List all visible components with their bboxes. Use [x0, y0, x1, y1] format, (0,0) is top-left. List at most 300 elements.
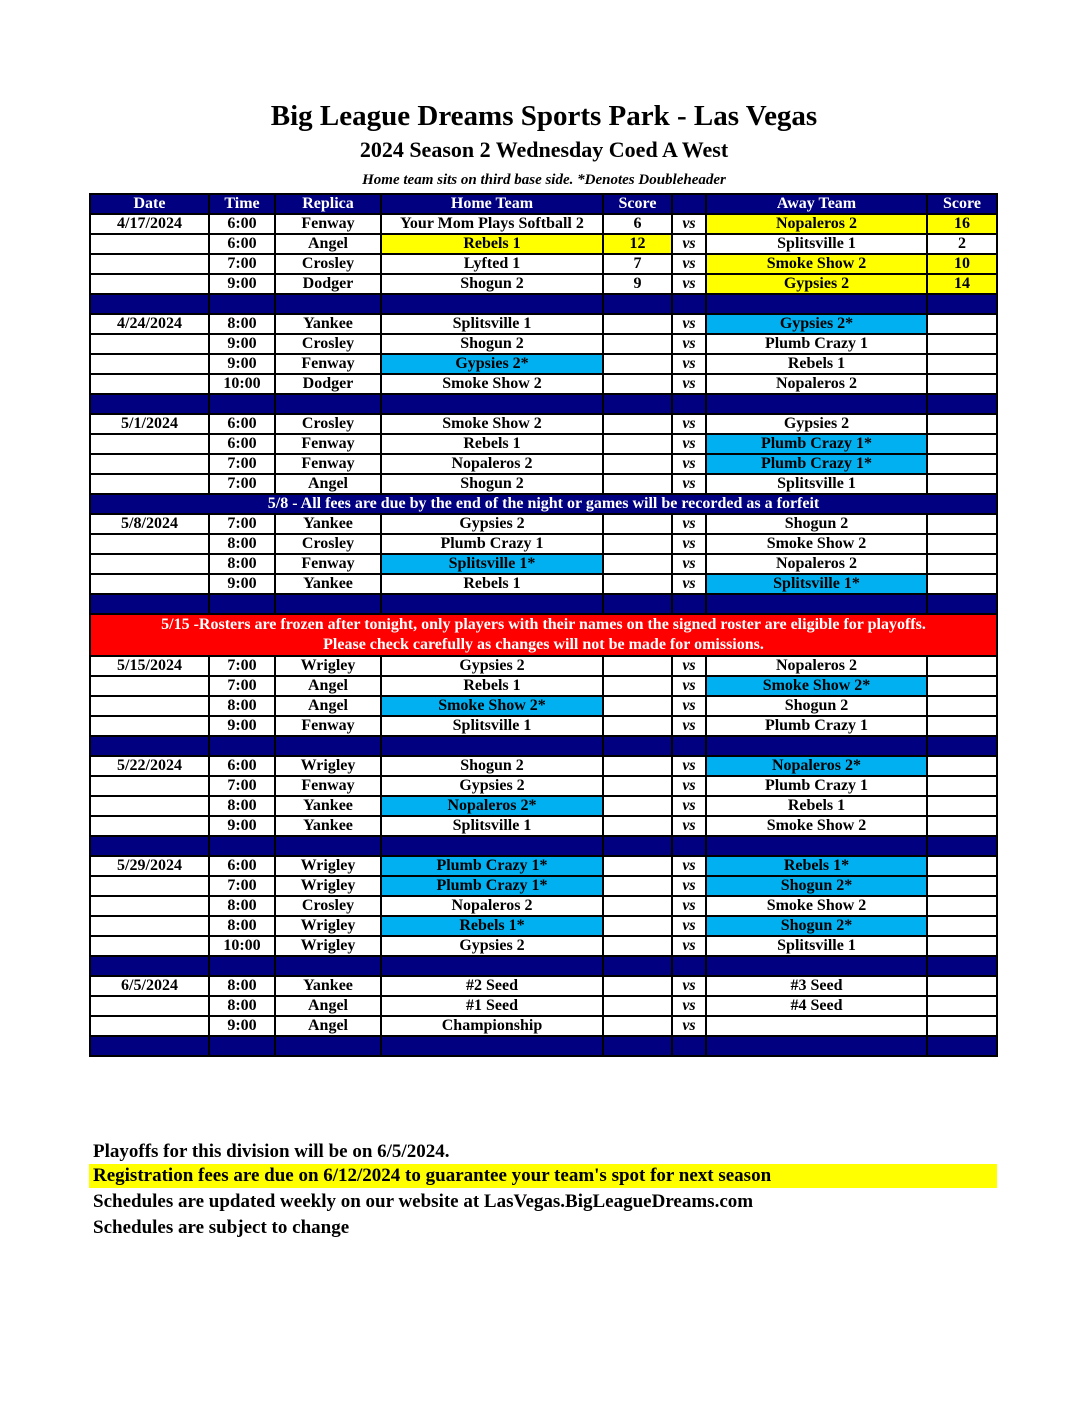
game-row: [90, 554, 997, 574]
home-score: [603, 354, 672, 374]
game-replica: Wrigley: [275, 876, 381, 896]
game-time: 7:00: [209, 514, 275, 534]
col-header-vs: [672, 194, 706, 214]
game-time: 9:00: [209, 1016, 275, 1036]
game-replica: Fenway: [275, 214, 381, 234]
home-score: [603, 534, 672, 554]
home-score: [603, 916, 672, 936]
game-row: [90, 1016, 997, 1036]
away-score: [927, 876, 997, 896]
separator-cell: [672, 836, 706, 856]
home-score: [603, 474, 672, 494]
away-team: Gypsies 2: [706, 414, 927, 434]
away-score: [927, 574, 997, 594]
separator-cell: [90, 836, 209, 856]
separator-cell: [927, 594, 997, 614]
separator-cell: [209, 394, 275, 414]
footer-registration: Registration fees are due on 6/12/2024 to guarantee your team's spot for next season: [89, 1164, 997, 1188]
game-time: 8:00: [209, 996, 275, 1016]
away-score: [927, 916, 997, 936]
game-date: [90, 1016, 209, 1036]
home-team: Your Mom Plays Softball 2: [381, 214, 603, 234]
away-team: Shogun 2: [706, 514, 927, 534]
game-replica: Crosley: [275, 334, 381, 354]
away-team: Nopaleros 2*: [706, 756, 927, 776]
home-score: [603, 656, 672, 676]
home-team: Gypsies 2: [381, 936, 603, 956]
away-score: [927, 354, 997, 374]
vs-label: vs: [672, 554, 706, 574]
col-header-home-score: Score: [603, 194, 672, 214]
schedule-table: [89, 193, 998, 1057]
away-team: Plumb Crazy 1*: [706, 434, 927, 454]
separator-cell: [381, 294, 603, 314]
separator-cell: [927, 1036, 997, 1056]
separator-cell: [706, 294, 927, 314]
game-row: [90, 696, 997, 716]
away-score: [927, 454, 997, 474]
separator-cell: [927, 294, 997, 314]
game-time: 10:00: [209, 936, 275, 956]
home-team: Championship: [381, 1016, 603, 1036]
game-replica: Dodger: [275, 374, 381, 394]
game-time: 9:00: [209, 716, 275, 736]
game-time: 6:00: [209, 756, 275, 776]
vs-label: vs: [672, 976, 706, 996]
game-date: 6/5/2024: [90, 976, 209, 996]
vs-label: vs: [672, 716, 706, 736]
home-team: Splitsville 1: [381, 716, 603, 736]
home-team: Lyfted 1: [381, 254, 603, 274]
separator-cell: [90, 736, 209, 756]
game-replica: Fenway: [275, 776, 381, 796]
vs-label: vs: [672, 534, 706, 554]
game-replica: Crosley: [275, 254, 381, 274]
week-separator: [90, 1036, 997, 1056]
game-time: 7:00: [209, 676, 275, 696]
home-score: [603, 434, 672, 454]
away-score: [927, 1016, 997, 1036]
game-replica: Angel: [275, 676, 381, 696]
home-team: Nopaleros 2*: [381, 796, 603, 816]
away-team: Plumb Crazy 1*: [706, 454, 927, 474]
week-separator: [90, 736, 997, 756]
home-team: Nopaleros 2: [381, 454, 603, 474]
game-time: 7:00: [209, 656, 275, 676]
game-date: 4/24/2024: [90, 314, 209, 334]
away-score: [927, 796, 997, 816]
away-score: [927, 314, 997, 334]
game-date: [90, 434, 209, 454]
game-date: [90, 374, 209, 394]
home-team: Shogun 2: [381, 756, 603, 776]
game-row: [90, 214, 997, 234]
vs-label: vs: [672, 936, 706, 956]
game-date: [90, 916, 209, 936]
home-score: [603, 756, 672, 776]
away-score: [927, 554, 997, 574]
home-score: [603, 856, 672, 876]
away-team: Smoke Show 2: [706, 816, 927, 836]
game-replica: Wrigley: [275, 916, 381, 936]
game-replica: Yankee: [275, 976, 381, 996]
vs-label: vs: [672, 374, 706, 394]
home-score: [603, 1016, 672, 1036]
home-score: [603, 554, 672, 574]
separator-cell: [672, 294, 706, 314]
home-score: [603, 996, 672, 1016]
game-time: 7:00: [209, 876, 275, 896]
separator-cell: [706, 594, 927, 614]
game-replica: Crosley: [275, 896, 381, 916]
game-date: [90, 234, 209, 254]
vs-label: vs: [672, 274, 706, 294]
home-score: [603, 896, 672, 916]
separator-cell: [275, 956, 381, 976]
game-row: [90, 354, 997, 374]
separator-cell: [90, 956, 209, 976]
game-row: [90, 916, 997, 936]
vs-label: vs: [672, 696, 706, 716]
separator-cell: [672, 956, 706, 976]
game-date: 5/29/2024: [90, 856, 209, 876]
away-team: Splitsville 1: [706, 234, 927, 254]
away-score: [927, 534, 997, 554]
game-replica: Fenway: [275, 554, 381, 574]
game-replica: Fenway: [275, 354, 381, 374]
home-team: Splitsville 1*: [381, 554, 603, 574]
page-title: Big League Dreams Sports Park - Las Vegas: [270, 100, 818, 132]
col-header-away-score: Score: [927, 194, 997, 214]
game-time: 6:00: [209, 234, 275, 254]
separator-cell: [706, 836, 927, 856]
game-replica: Angel: [275, 1016, 381, 1036]
away-team: [706, 1016, 927, 1036]
separator-cell: [209, 294, 275, 314]
game-date: [90, 876, 209, 896]
vs-label: vs: [672, 656, 706, 676]
col-header-replica: Replica: [275, 194, 381, 214]
game-time: 7:00: [209, 474, 275, 494]
game-replica: Fenway: [275, 454, 381, 474]
separator-cell: [381, 594, 603, 614]
game-replica: Dodger: [275, 274, 381, 294]
home-score: [603, 816, 672, 836]
home-score: [603, 374, 672, 394]
vs-label: vs: [672, 434, 706, 454]
game-replica: Angel: [275, 696, 381, 716]
separator-cell: [706, 956, 927, 976]
home-team: Rebels 1: [381, 676, 603, 696]
game-row: [90, 876, 997, 896]
game-replica: Angel: [275, 234, 381, 254]
game-row: [90, 434, 997, 454]
game-row: [90, 474, 997, 494]
vs-label: vs: [672, 676, 706, 696]
away-team: Rebels 1*: [706, 856, 927, 876]
game-replica: Yankee: [275, 574, 381, 594]
vs-label: vs: [672, 454, 706, 474]
home-team: Rebels 1: [381, 234, 603, 254]
home-team: #1 Seed: [381, 996, 603, 1016]
game-replica: Wrigley: [275, 856, 381, 876]
home-team: Plumb Crazy 1*: [381, 856, 603, 876]
page-subtitle: 2024 Season 2 Wednesday Coed A West: [359, 137, 729, 162]
separator-cell: [381, 736, 603, 756]
game-date: [90, 334, 209, 354]
home-team: Nopaleros 2: [381, 896, 603, 916]
col-header-date: Date: [90, 194, 209, 214]
separator-cell: [603, 594, 672, 614]
separator-cell: [209, 956, 275, 976]
game-replica: Yankee: [275, 816, 381, 836]
home-score: [603, 334, 672, 354]
separator-cell: [275, 594, 381, 614]
home-team: #2 Seed: [381, 976, 603, 996]
home-team: Splitsville 1: [381, 816, 603, 836]
away-score: [927, 656, 997, 676]
vs-label: vs: [672, 314, 706, 334]
game-time: 8:00: [209, 976, 275, 996]
vs-label: vs: [672, 876, 706, 896]
game-row: [90, 574, 997, 594]
away-team: Plumb Crazy 1: [706, 334, 927, 354]
away-score: [927, 716, 997, 736]
table-header-row: [90, 194, 997, 214]
home-score: [603, 776, 672, 796]
game-replica: Fenway: [275, 434, 381, 454]
game-date: [90, 534, 209, 554]
game-row: [90, 856, 997, 876]
home-score: 9: [603, 274, 672, 294]
game-row: [90, 796, 997, 816]
separator-cell: [672, 394, 706, 414]
roster-alert: [90, 614, 997, 656]
away-score: [927, 374, 997, 394]
game-date: 5/15/2024: [90, 656, 209, 676]
home-score: [603, 314, 672, 334]
roster-alert-row: [90, 614, 997, 656]
separator-cell: [603, 1036, 672, 1056]
game-date: 5/1/2024: [90, 414, 209, 434]
game-time: 7:00: [209, 254, 275, 274]
col-header-away-team: Away Team: [706, 194, 927, 214]
vs-label: vs: [672, 916, 706, 936]
away-score: [927, 816, 997, 836]
game-time: 9:00: [209, 334, 275, 354]
away-team: Gypsies 2*: [706, 314, 927, 334]
separator-cell: [381, 1036, 603, 1056]
game-time: 10:00: [209, 374, 275, 394]
week-separator: [90, 594, 997, 614]
away-score: [927, 976, 997, 996]
away-score: 14: [927, 274, 997, 294]
away-team: Plumb Crazy 1: [706, 776, 927, 796]
away-team: Splitsville 1: [706, 474, 927, 494]
vs-label: vs: [672, 756, 706, 776]
home-team: Rebels 1: [381, 574, 603, 594]
vs-label: vs: [672, 474, 706, 494]
roster-alert-line1: 5/15 -Rosters are frozen after tonight, only players with their names on the signed roster are eligible for playoffs.: [161, 616, 926, 633]
game-row: [90, 374, 997, 394]
away-score: [927, 414, 997, 434]
vs-label: vs: [672, 214, 706, 234]
vs-label: vs: [672, 816, 706, 836]
game-replica: Crosley: [275, 414, 381, 434]
home-team: Gypsies 2*: [381, 354, 603, 374]
away-team: Rebels 1: [706, 796, 927, 816]
game-time: 8:00: [209, 696, 275, 716]
schedule-body: [90, 194, 997, 1056]
game-date: 5/8/2024: [90, 514, 209, 534]
vs-label: vs: [672, 414, 706, 434]
game-date: [90, 254, 209, 274]
vs-label: vs: [672, 334, 706, 354]
separator-cell: [90, 1036, 209, 1056]
game-time: 8:00: [209, 896, 275, 916]
separator-cell: [90, 394, 209, 414]
separator-cell: [275, 836, 381, 856]
game-time: 8:00: [209, 314, 275, 334]
separator-cell: [603, 394, 672, 414]
notice-text: 5/8 - All fees are due by the end of the night or games will be recorded as a forfeit: [90, 494, 997, 514]
game-row: [90, 816, 997, 836]
vs-label: vs: [672, 796, 706, 816]
week-separator: [90, 394, 997, 414]
game-date: 5/22/2024: [90, 756, 209, 776]
game-time: 9:00: [209, 274, 275, 294]
home-score: [603, 936, 672, 956]
away-score: [927, 936, 997, 956]
away-team: Plumb Crazy 1: [706, 716, 927, 736]
home-team: Smoke Show 2*: [381, 696, 603, 716]
away-team: Smoke Show 2*: [706, 676, 927, 696]
game-row: [90, 274, 997, 294]
game-row: [90, 996, 997, 1016]
col-header-home-team: Home Team: [381, 194, 603, 214]
game-replica: Yankee: [275, 514, 381, 534]
separator-cell: [209, 736, 275, 756]
away-team: Smoke Show 2: [706, 896, 927, 916]
away-score: 16: [927, 214, 997, 234]
game-row: [90, 334, 997, 354]
separator-cell: [275, 1036, 381, 1056]
game-row: [90, 676, 997, 696]
away-team: Shogun 2*: [706, 876, 927, 896]
separator-cell: [381, 836, 603, 856]
game-row: [90, 656, 997, 676]
week-separator: [90, 836, 997, 856]
away-team: Rebels 1: [706, 354, 927, 374]
home-score: 12: [603, 234, 672, 254]
home-team: Rebels 1*: [381, 916, 603, 936]
vs-label: vs: [672, 856, 706, 876]
vs-label: vs: [672, 776, 706, 796]
game-replica: Wrigley: [275, 936, 381, 956]
game-date: [90, 696, 209, 716]
game-time: 6:00: [209, 434, 275, 454]
away-team: Splitsville 1*: [706, 574, 927, 594]
separator-cell: [927, 956, 997, 976]
home-score: [603, 876, 672, 896]
footer-playoffs: Playoffs for this division will be on 6/5/2024.: [93, 1141, 450, 1162]
separator-cell: [209, 836, 275, 856]
footer-change: Schedules are subject to change: [93, 1217, 350, 1238]
separator-cell: [706, 736, 927, 756]
game-time: 9:00: [209, 354, 275, 374]
game-date: [90, 354, 209, 374]
away-score: [927, 334, 997, 354]
game-row: [90, 976, 997, 996]
game-date: [90, 896, 209, 916]
game-row: [90, 534, 997, 554]
game-time: 6:00: [209, 214, 275, 234]
game-replica: Wrigley: [275, 756, 381, 776]
away-team: #4 Seed: [706, 996, 927, 1016]
game-replica: Angel: [275, 996, 381, 1016]
separator-cell: [927, 394, 997, 414]
home-team: Shogun 2: [381, 474, 603, 494]
away-score: 2: [927, 234, 997, 254]
away-team: #3 Seed: [706, 976, 927, 996]
game-row: [90, 234, 997, 254]
away-score: [927, 434, 997, 454]
game-time: 8:00: [209, 554, 275, 574]
vs-label: vs: [672, 514, 706, 534]
game-row: [90, 514, 997, 534]
game-time: 9:00: [209, 574, 275, 594]
home-team: Gypsies 2: [381, 514, 603, 534]
vs-label: vs: [672, 574, 706, 594]
away-score: [927, 696, 997, 716]
away-team: Smoke Show 2: [706, 534, 927, 554]
separator-cell: [381, 956, 603, 976]
separator-cell: [603, 294, 672, 314]
game-date: [90, 474, 209, 494]
game-date: [90, 716, 209, 736]
home-score: [603, 514, 672, 534]
separator-cell: [603, 736, 672, 756]
separator-cell: [209, 1036, 275, 1056]
separator-cell: [672, 1036, 706, 1056]
game-date: [90, 554, 209, 574]
separator-cell: [209, 594, 275, 614]
away-score: [927, 474, 997, 494]
away-team: Smoke Show 2: [706, 254, 927, 274]
week-separator: [90, 956, 997, 976]
vs-label: vs: [672, 896, 706, 916]
game-date: [90, 936, 209, 956]
game-date: [90, 574, 209, 594]
away-team: Nopaleros 2: [706, 656, 927, 676]
home-score: [603, 976, 672, 996]
home-team: Gypsies 2: [381, 776, 603, 796]
schedule-note: Home team sits on third base side. *Denotes Doubleheader: [362, 172, 726, 188]
game-row: [90, 314, 997, 334]
vs-label: vs: [672, 254, 706, 274]
game-row: [90, 896, 997, 916]
separator-cell: [672, 736, 706, 756]
game-date: 4/17/2024: [90, 214, 209, 234]
home-team: Shogun 2: [381, 334, 603, 354]
away-score: [927, 676, 997, 696]
separator-cell: [672, 594, 706, 614]
game-row: [90, 454, 997, 474]
home-score: [603, 454, 672, 474]
vs-label: vs: [672, 1016, 706, 1036]
game-time: 9:00: [209, 816, 275, 836]
separator-cell: [90, 594, 209, 614]
